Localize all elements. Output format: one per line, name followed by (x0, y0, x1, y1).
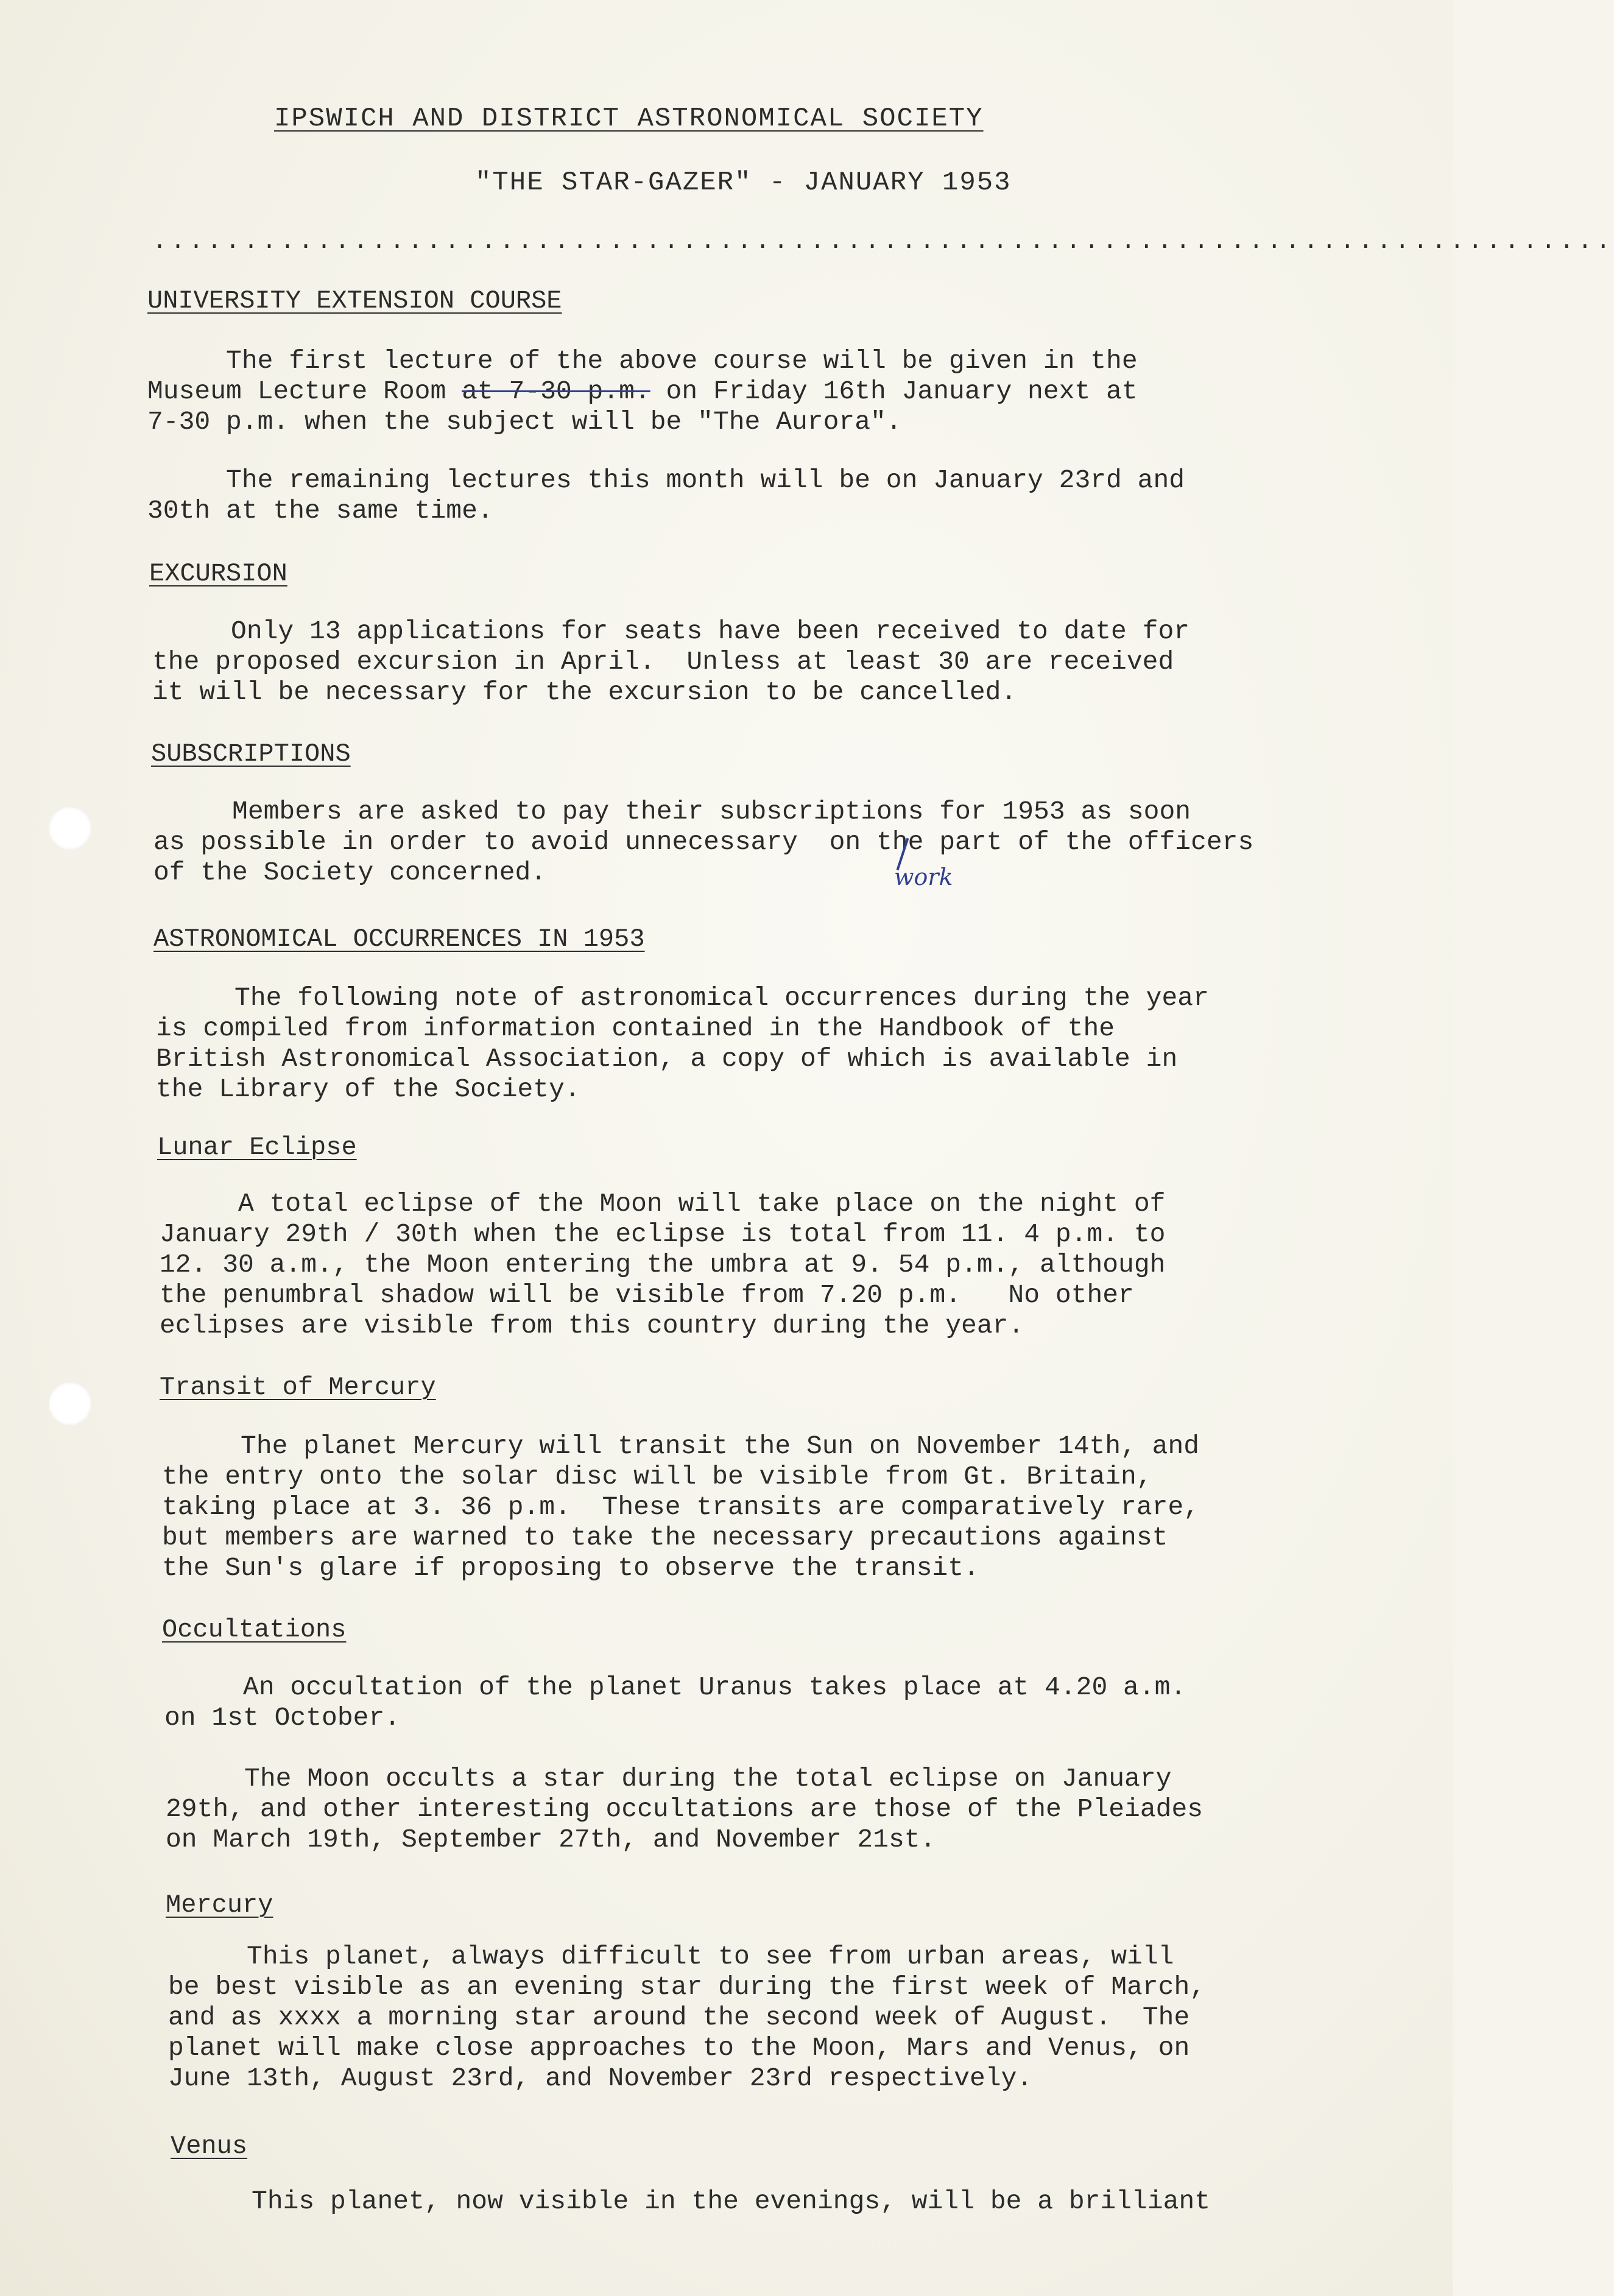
struck-time: at 7-30 p.m. (462, 376, 650, 406)
section-heading-venus: Venus (171, 2132, 248, 2161)
extension-line-2a: Museum Lecture Room (147, 376, 462, 406)
extension-paragraph-1 (147, 346, 1138, 437)
transit-paragraph: The planet Mercury will transit the Sun on November 14th, and the entry onto the solar disc will be visible from Gt. Britain, taking place at 3. 36 p.m. These transits are comparatively rare, but members are warned to take the necessary precautions against the Sun's glare if proposing to observe the transit. (162, 1431, 1200, 1583)
society-title: IPSWICH AND DISTRICT ASTRONOMICAL SOCIETY (274, 104, 984, 134)
subscriptions-paragraph: Members are asked to pay their subscriptions for 1953 as soon as possible in order to avoid unnecessary on the part of the officers of the Society concerned. (153, 797, 1254, 887)
section-heading-transit: Transit of Mercury (160, 1373, 436, 1402)
extension-line-1: The first lecture of the above course will be given in the (147, 346, 1138, 376)
section-heading-occurrences: ASTRONOMICAL OCCURRENCES IN 1953 (153, 924, 645, 954)
section-heading-excursion: EXCURSION (149, 559, 287, 588)
section-heading-mercury: Mercury (166, 1890, 273, 1920)
section-heading-occultations: Occultations (162, 1615, 347, 1644)
occurrences-paragraph: The following note of astronomical occurrences during the year is compiled from information contained in the Handbook of the British Astronomical Association, a copy of which is available in the Library of the Society. (156, 983, 1209, 1104)
section-heading-extension: UNIVERSITY EXTENSION COURSE (147, 286, 562, 315)
extension-paragraph-2: The remaining lectures this month will be on January 23rd and 30th at the same time. (147, 465, 1185, 526)
dotted-divider: ................................................................................ (152, 228, 1614, 256)
punch-hole-top (49, 807, 91, 850)
occultations-paragraph-2: The Moon occults a star during the total eclipse on January 29th, and other interesting occultations are those of the Pleiades on March 19th, September 27th, and November 21st. (166, 1764, 1203, 1854)
lunar-paragraph: A total eclipse of the Moon will take place on the night of January 29th / 30th when the eclipse is total from 11. 4 p.m. to 12. 30 a.m., the Moon entering the umbra at 9. 54 p.m., although the penumbral shadow will be visible from 7.20 p.m. No other eclipses are visible from this country during the year. (160, 1189, 1166, 1340)
venus-paragraph: This planet, now visible in the evenings, will be a brilliant (173, 2186, 1211, 2216)
section-heading-lunar: Lunar Eclipse (157, 1133, 357, 1162)
handwritten-insert: work (894, 864, 953, 890)
issue-title: "THE STAR-GAZER" - JANUARY 1953 (475, 167, 1012, 198)
extension-line-2b: on Friday 16th January next at (650, 376, 1138, 406)
punch-hole-bottom (49, 1382, 91, 1425)
excursion-paragraph: Only 13 applications for seats have been received to date for the proposed excursion in April. Unless at least 30 are received it will be necessary for the excursion to be cancelled. (152, 616, 1190, 707)
mercury-paragraph: This planet, always difficult to see from urban areas, will be best visible as an evening star during the first week of March, and as xxxx a morning star around the second week of August. The planet will make close approaches to the Moon, Mars and Venus, on June 13th, August 23rd, and November 23rd respectively. (168, 1942, 1206, 2093)
occultations-paragraph-1: An occultation of the planet Uranus takes place at 4.20 a.m. on 1st October. (164, 1672, 1186, 1733)
extension-line-3: 7-30 p.m. when the subject will be "The Aurora". (147, 407, 902, 437)
section-heading-subscriptions: SUBSCRIPTIONS (151, 739, 351, 769)
